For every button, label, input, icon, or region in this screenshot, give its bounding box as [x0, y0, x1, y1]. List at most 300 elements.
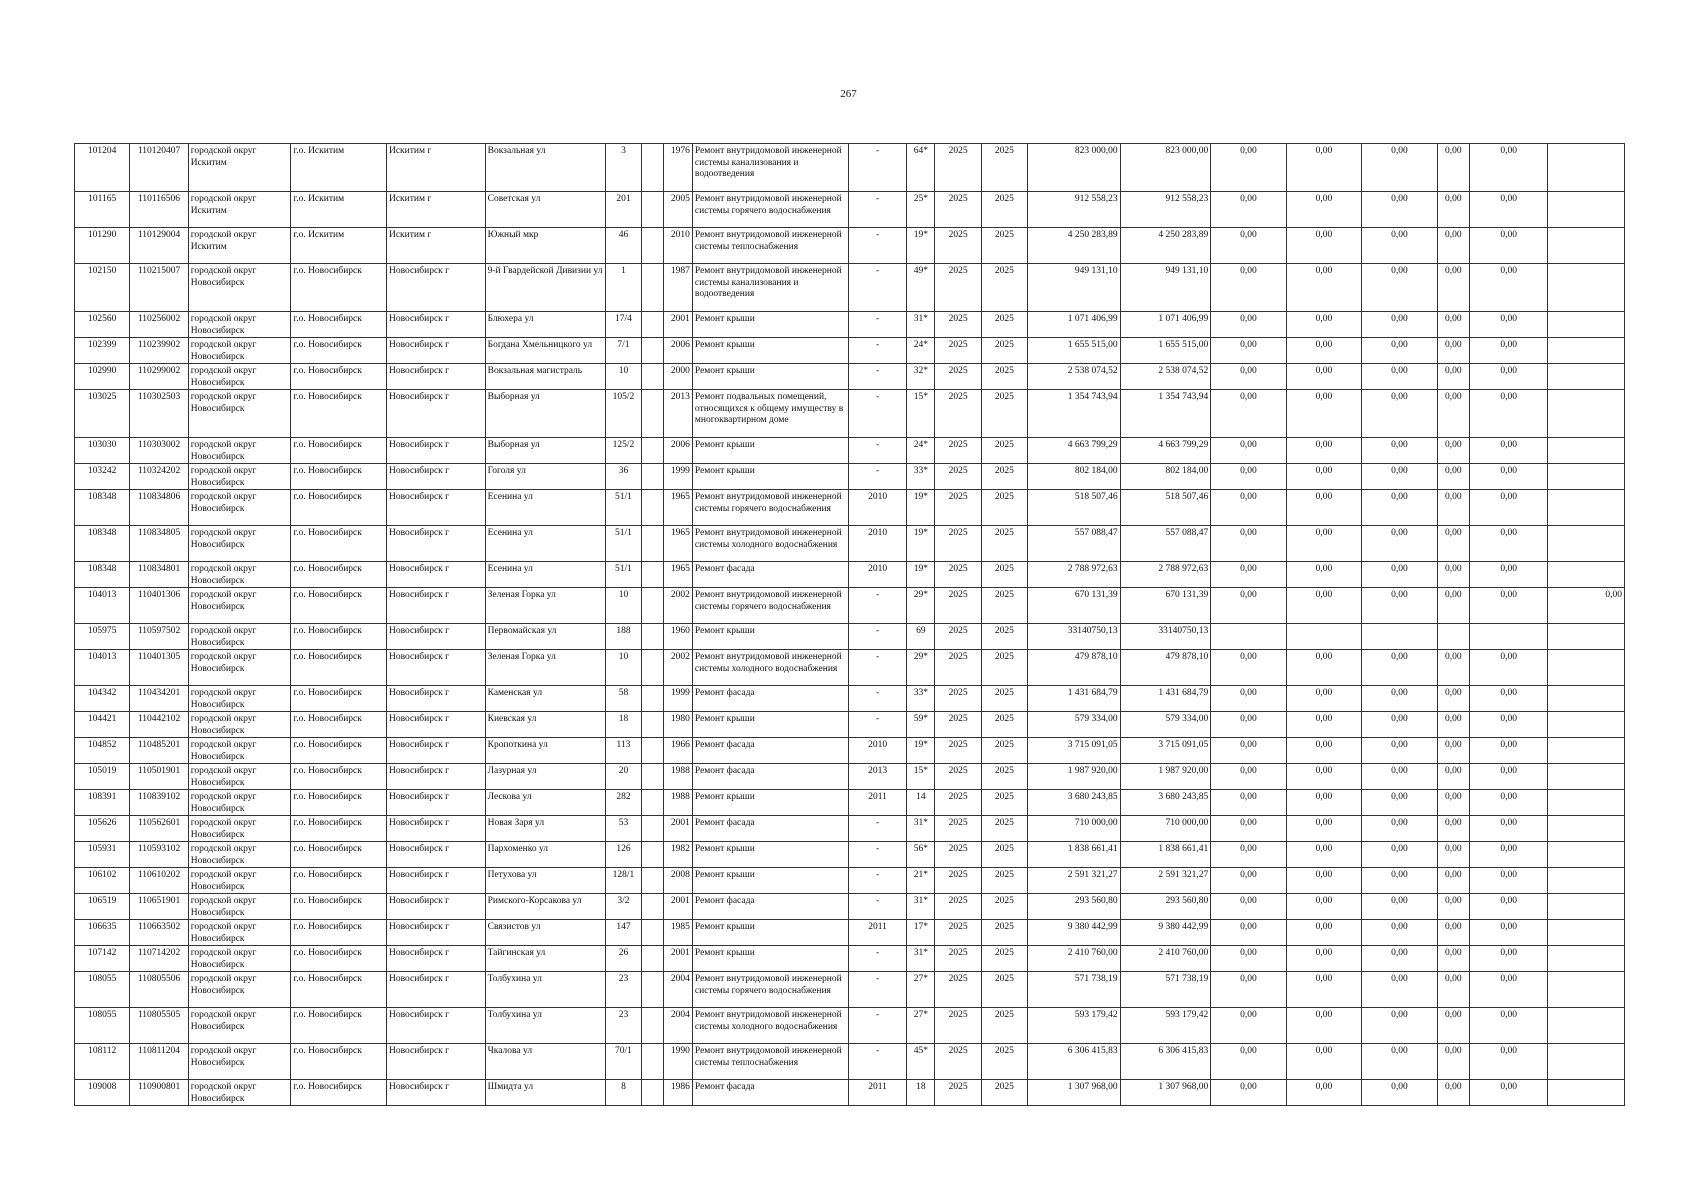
municipal-entity-cell: г.о. Новосибирск	[291, 1044, 387, 1080]
total-cost-cell: 479 878,10	[1028, 650, 1121, 686]
table-row	[75, 868, 1625, 894]
house-number-cell: 126	[606, 842, 641, 868]
locality-cell: Новосибирск г	[386, 526, 485, 562]
plan-end-year-cell: 2025	[981, 192, 1027, 228]
regional-budget-cell: 0,00	[1286, 588, 1361, 624]
municipal-entity-cell: г.о. Новосибирск	[291, 712, 387, 738]
object-id-cell: 110302503	[130, 390, 188, 438]
regional-budget-cell: 0,00	[1286, 946, 1361, 972]
locality-cell: Новосибирск г	[386, 264, 485, 312]
last-repair-year-cell: -	[848, 816, 906, 842]
regional-fund-cost-cell: 710 000,00	[1120, 816, 1211, 842]
municipal-entity-cell: г.о. Новосибирск	[291, 1080, 387, 1106]
extra-funds-cell	[1548, 972, 1625, 1008]
building-cell	[641, 816, 663, 842]
wear-percent-cell: 17*	[907, 920, 935, 946]
plan-start-year-cell: 2025	[935, 364, 981, 390]
regional-fund-cost-cell: 823 000,00	[1120, 144, 1211, 192]
federal-funds-cell: 0,00	[1211, 562, 1286, 588]
total-cost-cell: 579 334,00	[1028, 712, 1121, 738]
plan-end-year-cell: 2025	[981, 312, 1027, 338]
table-row	[75, 650, 1625, 686]
street-cell: Каменская ул	[485, 686, 606, 712]
building-cell	[641, 894, 663, 920]
municipal-district-cell: городской округ Новосибирск	[188, 562, 291, 588]
extra-funds-cell	[1548, 338, 1625, 364]
house-id-cell: 104421	[75, 712, 130, 738]
plan-end-year-cell: 2025	[981, 438, 1027, 464]
work-type-cell: Ремонт крыши	[692, 338, 848, 364]
register-table	[74, 143, 1625, 1106]
other-funds-cell: 0,00	[1469, 526, 1548, 562]
plan-end-year-cell: 2025	[981, 490, 1027, 526]
municipal-entity-cell: г.о. Искитим	[291, 192, 387, 228]
plan-end-year-cell: 2025	[981, 790, 1027, 816]
work-type-cell: Ремонт крыши	[692, 712, 848, 738]
plan-start-year-cell: 2025	[935, 1008, 981, 1044]
street-cell: Советская ул	[485, 192, 606, 228]
work-type-cell: Ремонт внутридомовой инженерной системы горячего водоснабжения	[692, 192, 848, 228]
plan-start-year-cell: 2025	[935, 816, 981, 842]
house-id-cell: 108348	[75, 526, 130, 562]
object-id-cell: 110610202	[130, 868, 188, 894]
street-cell: Тайгинская ул	[485, 946, 606, 972]
municipal-district-cell: городской округ Искитим	[188, 192, 291, 228]
plan-start-year-cell: 2025	[935, 624, 981, 650]
house-id-cell: 109008	[75, 1080, 130, 1106]
last-repair-year-cell: -	[848, 144, 906, 192]
street-cell: Пархоменко ул	[485, 842, 606, 868]
regional-budget-cell: 0,00	[1286, 490, 1361, 526]
house-number-cell: 113	[606, 738, 641, 764]
house-number-cell: 147	[606, 920, 641, 946]
local-budget-cell: 0,00	[1362, 764, 1437, 790]
total-cost-cell: 823 000,00	[1028, 144, 1121, 192]
house-id-cell: 102560	[75, 312, 130, 338]
object-id-cell: 110401306	[130, 588, 188, 624]
owner-funds-cell: 0,00	[1437, 842, 1469, 868]
build-year-cell: 1965	[663, 526, 692, 562]
build-year-cell: 1987	[663, 264, 692, 312]
locality-cell: Новосибирск г	[386, 712, 485, 738]
wear-percent-cell: 31*	[907, 894, 935, 920]
object-id-cell: 110663502	[130, 920, 188, 946]
house-id-cell: 103242	[75, 464, 130, 490]
house-number-cell: 51/1	[606, 490, 641, 526]
municipal-district-cell: городской округ Новосибирск	[188, 364, 291, 390]
municipal-district-cell: городской округ Новосибирск	[188, 526, 291, 562]
plan-end-year-cell: 2025	[981, 1044, 1027, 1080]
municipal-entity-cell: г.о. Новосибирск	[291, 650, 387, 686]
street-cell: Гоголя ул	[485, 464, 606, 490]
street-cell: Толбухина ул	[485, 972, 606, 1008]
locality-cell: Новосибирск г	[386, 1080, 485, 1106]
street-cell: Новая Заря ул	[485, 816, 606, 842]
other-funds-cell: 0,00	[1469, 946, 1548, 972]
house-number-cell: 26	[606, 946, 641, 972]
work-type-cell: Ремонт крыши	[692, 868, 848, 894]
regional-budget-cell: 0,00	[1286, 192, 1361, 228]
plan-start-year-cell: 2025	[935, 972, 981, 1008]
table-row	[75, 390, 1625, 438]
municipal-district-cell: городской округ Новосибирск	[188, 1080, 291, 1106]
municipal-entity-cell: г.о. Новосибирск	[291, 312, 387, 338]
plan-end-year-cell: 2025	[981, 738, 1027, 764]
extra-funds-cell	[1548, 562, 1625, 588]
object-id-cell: 110120407	[130, 144, 188, 192]
work-type-cell: Ремонт крыши	[692, 624, 848, 650]
street-cell: Богдана Хмельницкого ул	[485, 338, 606, 364]
extra-funds-cell	[1548, 390, 1625, 438]
house-id-cell: 107142	[75, 946, 130, 972]
wear-percent-cell: 31*	[907, 946, 935, 972]
building-cell	[641, 920, 663, 946]
house-id-cell: 108055	[75, 972, 130, 1008]
plan-start-year-cell: 2025	[935, 562, 981, 588]
wear-percent-cell: 59*	[907, 712, 935, 738]
federal-funds-cell: 0,00	[1211, 192, 1286, 228]
table-row	[75, 526, 1625, 562]
federal-funds-cell: 0,00	[1211, 312, 1286, 338]
extra-funds-cell	[1548, 464, 1625, 490]
building-cell	[641, 946, 663, 972]
locality-cell: Новосибирск г	[386, 438, 485, 464]
house-number-cell: 3	[606, 144, 641, 192]
last-repair-year-cell: 2011	[848, 790, 906, 816]
regional-fund-cost-cell: 293 560,80	[1120, 894, 1211, 920]
wear-percent-cell: 24*	[907, 438, 935, 464]
owner-funds-cell: 0,00	[1437, 264, 1469, 312]
owner-funds-cell	[1437, 624, 1469, 650]
wear-percent-cell: 56*	[907, 842, 935, 868]
locality-cell: Новосибирск г	[386, 562, 485, 588]
plan-start-year-cell: 2025	[935, 438, 981, 464]
owner-funds-cell: 0,00	[1437, 1008, 1469, 1044]
build-year-cell: 2002	[663, 650, 692, 686]
table-row	[75, 312, 1625, 338]
last-repair-year-cell: 2013	[848, 764, 906, 790]
municipal-entity-cell: г.о. Новосибирск	[291, 588, 387, 624]
street-cell: Связистов ул	[485, 920, 606, 946]
plan-end-year-cell: 2025	[981, 686, 1027, 712]
municipal-district-cell: городской округ Искитим	[188, 144, 291, 192]
regional-fund-cost-cell: 1 071 406,99	[1120, 312, 1211, 338]
table-row	[75, 972, 1625, 1008]
municipal-entity-cell: г.о. Новосибирск	[291, 338, 387, 364]
last-repair-year-cell: -	[848, 1008, 906, 1044]
wear-percent-cell: 29*	[907, 588, 935, 624]
house-number-cell: 128/1	[606, 868, 641, 894]
extra-funds-cell	[1548, 920, 1625, 946]
work-type-cell: Ремонт фасада	[692, 764, 848, 790]
locality-cell: Искитим г	[386, 144, 485, 192]
other-funds-cell: 0,00	[1469, 228, 1548, 264]
wear-percent-cell: 24*	[907, 338, 935, 364]
street-cell: Есенина ул	[485, 526, 606, 562]
work-type-cell: Ремонт внутридомовой инженерной системы холодного водоснабжения	[692, 650, 848, 686]
local-budget-cell: 0,00	[1362, 312, 1437, 338]
regional-fund-cost-cell: 4 663 799,29	[1120, 438, 1211, 464]
regional-budget-cell: 0,00	[1286, 464, 1361, 490]
house-number-cell: 23	[606, 972, 641, 1008]
municipal-entity-cell: г.о. Новосибирск	[291, 868, 387, 894]
house-id-cell: 102399	[75, 338, 130, 364]
plan-end-year-cell: 2025	[981, 764, 1027, 790]
extra-funds-cell	[1548, 438, 1625, 464]
object-id-cell: 110834801	[130, 562, 188, 588]
other-funds-cell: 0,00	[1469, 712, 1548, 738]
work-type-cell: Ремонт внутридомовой инженерной системы теплоснабжения	[692, 1044, 848, 1080]
last-repair-year-cell: 2010	[848, 738, 906, 764]
regional-budget-cell: 0,00	[1286, 390, 1361, 438]
build-year-cell: 1980	[663, 712, 692, 738]
regional-budget-cell: 0,00	[1286, 790, 1361, 816]
plan-start-year-cell: 2025	[935, 144, 981, 192]
work-type-cell: Ремонт фасада	[692, 686, 848, 712]
last-repair-year-cell: -	[848, 438, 906, 464]
other-funds-cell: 0,00	[1469, 338, 1548, 364]
building-cell	[641, 490, 663, 526]
street-cell: Петухова ул	[485, 868, 606, 894]
regional-budget-cell: 0,00	[1286, 738, 1361, 764]
building-cell	[641, 364, 663, 390]
regional-fund-cost-cell: 579 334,00	[1120, 712, 1211, 738]
total-cost-cell: 710 000,00	[1028, 816, 1121, 842]
locality-cell: Новосибирск г	[386, 738, 485, 764]
municipal-entity-cell: г.о. Новосибирск	[291, 686, 387, 712]
total-cost-cell: 1 838 661,41	[1028, 842, 1121, 868]
regional-fund-cost-cell: 3 680 243,85	[1120, 790, 1211, 816]
table-row	[75, 438, 1625, 464]
plan-end-year-cell: 2025	[981, 264, 1027, 312]
federal-funds-cell: 0,00	[1211, 144, 1286, 192]
build-year-cell: 1960	[663, 624, 692, 650]
other-funds-cell: 0,00	[1469, 764, 1548, 790]
building-cell	[641, 972, 663, 1008]
wear-percent-cell: 45*	[907, 1044, 935, 1080]
object-id-cell: 110501901	[130, 764, 188, 790]
object-id-cell: 110442102	[130, 712, 188, 738]
total-cost-cell: 4 663 799,29	[1028, 438, 1121, 464]
building-cell	[641, 650, 663, 686]
owner-funds-cell: 0,00	[1437, 946, 1469, 972]
locality-cell: Новосибирск г	[386, 624, 485, 650]
regional-fund-cost-cell: 802 184,00	[1120, 464, 1211, 490]
object-id-cell: 110834806	[130, 490, 188, 526]
page-number: 267	[840, 88, 857, 100]
federal-funds-cell: 0,00	[1211, 946, 1286, 972]
municipal-entity-cell: г.о. Новосибирск	[291, 624, 387, 650]
object-id-cell: 110129004	[130, 228, 188, 264]
work-type-cell: Ремонт крыши	[692, 312, 848, 338]
house-number-cell: 46	[606, 228, 641, 264]
plan-end-year-cell: 2025	[981, 228, 1027, 264]
plan-end-year-cell: 2025	[981, 526, 1027, 562]
federal-funds-cell: 0,00	[1211, 738, 1286, 764]
locality-cell: Новосибирск г	[386, 686, 485, 712]
extra-funds-cell	[1548, 228, 1625, 264]
work-type-cell: Ремонт крыши	[692, 364, 848, 390]
house-id-cell: 105931	[75, 842, 130, 868]
work-type-cell: Ремонт внутридомовой инженерной системы холодного водоснабжения	[692, 1008, 848, 1044]
other-funds-cell: 0,00	[1469, 686, 1548, 712]
regional-budget-cell: 0,00	[1286, 364, 1361, 390]
register-body	[75, 144, 1625, 1106]
house-number-cell: 18	[606, 712, 641, 738]
local-budget-cell: 0,00	[1362, 464, 1437, 490]
federal-funds-cell: 0,00	[1211, 526, 1286, 562]
owner-funds-cell: 0,00	[1437, 312, 1469, 338]
other-funds-cell: 0,00	[1469, 972, 1548, 1008]
regional-fund-cost-cell: 479 878,10	[1120, 650, 1211, 686]
municipal-district-cell: городской округ Новосибирск	[188, 438, 291, 464]
wear-percent-cell: 18	[907, 1080, 935, 1106]
other-funds-cell: 0,00	[1469, 390, 1548, 438]
municipal-district-cell: городской округ Новосибирск	[188, 464, 291, 490]
plan-end-year-cell: 2025	[981, 624, 1027, 650]
last-repair-year-cell: -	[848, 946, 906, 972]
municipal-district-cell: городской округ Новосибирск	[188, 842, 291, 868]
wear-percent-cell: 33*	[907, 686, 935, 712]
municipal-district-cell: городской округ Новосибирск	[188, 650, 291, 686]
plan-end-year-cell: 2025	[981, 1080, 1027, 1106]
local-budget-cell: 0,00	[1362, 894, 1437, 920]
table-row	[75, 1008, 1625, 1044]
municipal-district-cell: городской округ Новосибирск	[188, 946, 291, 972]
object-id-cell: 110805506	[130, 972, 188, 1008]
extra-funds-cell	[1548, 364, 1625, 390]
municipal-district-cell: городской округ Новосибирск	[188, 490, 291, 526]
plan-end-year-cell: 2025	[981, 842, 1027, 868]
municipal-district-cell: городской округ Новосибирск	[188, 264, 291, 312]
regional-budget-cell: 0,00	[1286, 1080, 1361, 1106]
house-id-cell: 106519	[75, 894, 130, 920]
build-year-cell: 2001	[663, 946, 692, 972]
street-cell: Вокзальная магистраль	[485, 364, 606, 390]
total-cost-cell: 2 538 074,52	[1028, 364, 1121, 390]
plan-start-year-cell: 2025	[935, 464, 981, 490]
owner-funds-cell: 0,00	[1437, 764, 1469, 790]
work-type-cell: Ремонт крыши	[692, 946, 848, 972]
other-funds-cell: 0,00	[1469, 868, 1548, 894]
federal-funds-cell: 0,00	[1211, 868, 1286, 894]
locality-cell: Новосибирск г	[386, 588, 485, 624]
plan-start-year-cell: 2025	[935, 894, 981, 920]
plan-start-year-cell: 2025	[935, 738, 981, 764]
total-cost-cell: 9 380 442,99	[1028, 920, 1121, 946]
total-cost-cell: 670 131,39	[1028, 588, 1121, 624]
federal-funds-cell: 0,00	[1211, 816, 1286, 842]
street-cell: Есенина ул	[485, 562, 606, 588]
regional-fund-cost-cell: 1 354 743,94	[1120, 390, 1211, 438]
total-cost-cell: 1 987 920,00	[1028, 764, 1121, 790]
build-year-cell: 1965	[663, 562, 692, 588]
plan-end-year-cell: 2025	[981, 920, 1027, 946]
street-cell: 9-й Гвардейской Дивизии ул	[485, 264, 606, 312]
building-cell	[641, 1080, 663, 1106]
regional-budget-cell: 0,00	[1286, 1008, 1361, 1044]
table-row	[75, 562, 1625, 588]
total-cost-cell: 518 507,46	[1028, 490, 1121, 526]
wear-percent-cell: 19*	[907, 228, 935, 264]
house-number-cell: 282	[606, 790, 641, 816]
municipal-entity-cell: г.о. Новосибирск	[291, 894, 387, 920]
object-id-cell: 110597502	[130, 624, 188, 650]
street-cell: Выборная ул	[485, 390, 606, 438]
municipal-entity-cell: г.о. Новосибирск	[291, 490, 387, 526]
table-row	[75, 228, 1625, 264]
municipal-entity-cell: г.о. Новосибирск	[291, 526, 387, 562]
build-year-cell: 1966	[663, 738, 692, 764]
house-id-cell: 106635	[75, 920, 130, 946]
table-row	[75, 686, 1625, 712]
total-cost-cell: 1 307 968,00	[1028, 1080, 1121, 1106]
plan-start-year-cell: 2025	[935, 868, 981, 894]
local-budget-cell: 0,00	[1362, 562, 1437, 588]
extra-funds-cell	[1548, 764, 1625, 790]
house-id-cell: 102990	[75, 364, 130, 390]
house-id-cell: 105975	[75, 624, 130, 650]
extra-funds-cell	[1548, 1080, 1625, 1106]
other-funds-cell: 0,00	[1469, 364, 1548, 390]
last-repair-year-cell: -	[848, 712, 906, 738]
house-id-cell: 108348	[75, 490, 130, 526]
extra-funds-cell	[1548, 526, 1625, 562]
plan-start-year-cell: 2025	[935, 764, 981, 790]
object-id-cell: 110324202	[130, 464, 188, 490]
wear-percent-cell: 27*	[907, 972, 935, 1008]
street-cell: Зеленая Горка ул	[485, 588, 606, 624]
building-cell	[641, 264, 663, 312]
building-cell	[641, 624, 663, 650]
total-cost-cell: 949 131,10	[1028, 264, 1121, 312]
building-cell	[641, 1044, 663, 1080]
object-id-cell: 110485201	[130, 738, 188, 764]
house-number-cell: 10	[606, 588, 641, 624]
regional-fund-cost-cell: 518 507,46	[1120, 490, 1211, 526]
work-type-cell: Ремонт внутридомовой инженерной системы канализования и водоотведения	[692, 144, 848, 192]
locality-cell: Новосибирск г	[386, 1044, 485, 1080]
plan-start-year-cell: 2025	[935, 588, 981, 624]
local-budget-cell: 0,00	[1362, 920, 1437, 946]
total-cost-cell: 912 558,23	[1028, 192, 1121, 228]
build-year-cell: 2008	[663, 868, 692, 894]
municipal-district-cell: городской округ Новосибирск	[188, 920, 291, 946]
regional-fund-cost-cell: 4 250 283,89	[1120, 228, 1211, 264]
federal-funds-cell: 0,00	[1211, 842, 1286, 868]
total-cost-cell: 1 071 406,99	[1028, 312, 1121, 338]
house-id-cell: 108112	[75, 1044, 130, 1080]
municipal-district-cell: городской округ Новосибирск	[188, 1044, 291, 1080]
municipal-district-cell: городской округ Новосибирск	[188, 972, 291, 1008]
last-repair-year-cell: -	[848, 364, 906, 390]
house-number-cell: 70/1	[606, 1044, 641, 1080]
locality-cell: Новосибирск г	[386, 650, 485, 686]
regional-fund-cost-cell: 1 838 661,41	[1120, 842, 1211, 868]
table-row	[75, 894, 1625, 920]
locality-cell: Новосибирск г	[386, 842, 485, 868]
build-year-cell: 1986	[663, 1080, 692, 1106]
house-id-cell: 101204	[75, 144, 130, 192]
municipal-district-cell: городской округ Новосибирск	[188, 816, 291, 842]
municipal-district-cell: городской округ Новосибирск	[188, 738, 291, 764]
building-cell	[641, 562, 663, 588]
locality-cell: Новосибирск г	[386, 338, 485, 364]
regional-budget-cell: 0,00	[1286, 712, 1361, 738]
work-type-cell: Ремонт крыши	[692, 790, 848, 816]
federal-funds-cell: 0,00	[1211, 588, 1286, 624]
building-cell	[641, 438, 663, 464]
